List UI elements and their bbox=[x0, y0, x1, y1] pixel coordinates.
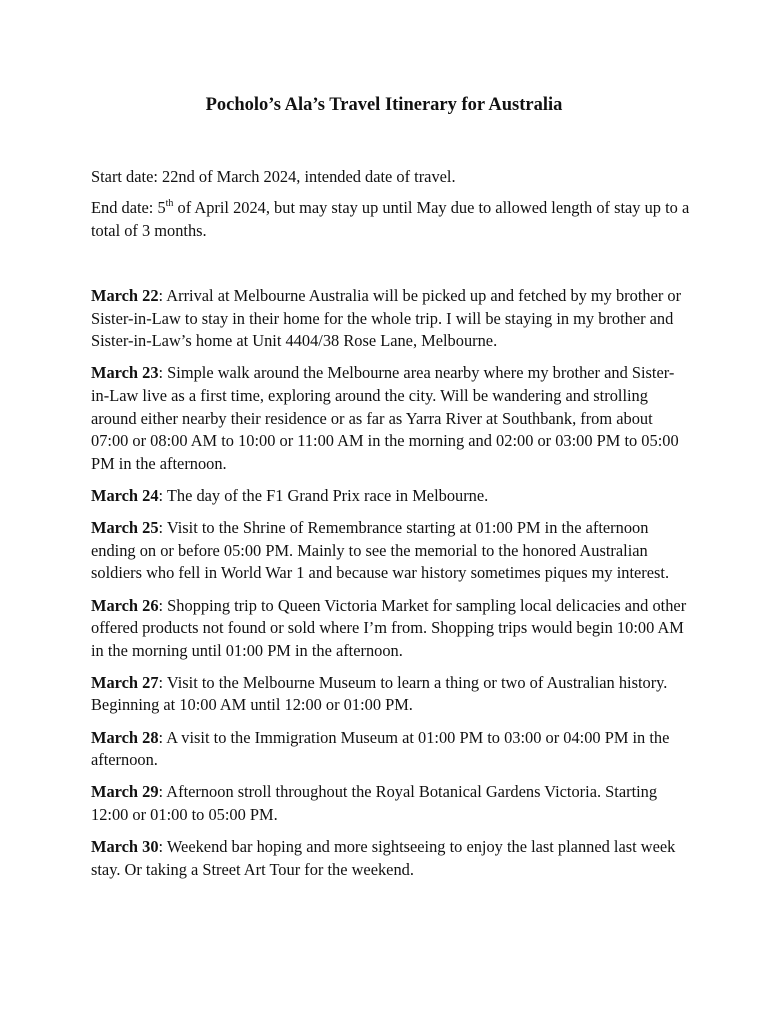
entry-date: March 25 bbox=[91, 518, 159, 538]
entry-date: March 26 bbox=[91, 595, 159, 615]
start-date-line: Start date: 22nd of March 2024, intended date of travel. bbox=[91, 167, 456, 186]
entry-text: : Afternoon stroll throughout the Royal Botanical Gardens Victoria. Starting 12:00 or 01:00 to 05:00 PM. bbox=[91, 782, 658, 825]
entry-text: : Weekend bar hoping and more sightseeing to enjoy the last planned last week stay. Or taking a Street Art Tour for the weekend. bbox=[91, 837, 676, 879]
itinerary-entry-march-27 bbox=[91, 672, 691, 717]
itinerary-entry-march-25 bbox=[91, 517, 691, 585]
entry-date: March 28 bbox=[91, 727, 159, 747]
entry-text: : Simple walk around the Melbourne area nearby where my brother and Sister-in-Law live as a first time, exploring around the city. Will be wandering and strolling around either nearby their residence or as far as Yarra River at Southbank, from about 07:00 or 08:00 AM to 10:00 or 11:00 AM in the morning and 02:00 or 03:00 PM to 05:00 PM in the afternoon. bbox=[91, 363, 679, 473]
entry-text: : A visit to the Immigration Museum at 01:00 PM to 03:00 or 04:00 PM in the afternoon. bbox=[91, 727, 670, 770]
entry-date: March 30 bbox=[91, 837, 159, 857]
end-date-prefix: End date: 5 bbox=[91, 198, 166, 217]
entry-text: : Arrival at Melbourne Australia will be picked up and fetched by my brother or Sister-in-Law to stay in their home for the whole trip. I will be staying in my brother and Sister-in-Law’s home at Unit 4404/38 Rose Lane, Melbourne. bbox=[91, 286, 682, 351]
entry-date: March 27 bbox=[91, 672, 159, 692]
itinerary-entry-march-24 bbox=[91, 485, 691, 508]
itinerary-entry-march-22 bbox=[91, 285, 691, 353]
entry-date: March 29 bbox=[91, 782, 159, 802]
itinerary-entry-march-29 bbox=[91, 781, 691, 826]
end-date-suffix: of April 2024, but may stay up until May due to allowed length of stay up to a total of 3 months. bbox=[91, 198, 690, 240]
itinerary-entry-march-23 bbox=[91, 362, 691, 475]
itinerary-entry-march-30 bbox=[91, 836, 691, 881]
entry-text: : Visit to the Shrine of Remembrance starting at 01:00 PM in the afternoon ending on or before 05:00 PM. Mainly to see the memorial to the honored Australian soldiers who fell in World War 1 and because war history sometimes piques my interest. bbox=[91, 518, 670, 583]
entry-date: March 23 bbox=[91, 363, 159, 383]
end-date-superscript: th bbox=[165, 197, 174, 209]
itinerary-entry-march-28 bbox=[91, 727, 691, 772]
itinerary-list bbox=[91, 285, 691, 891]
entry-text: : The day of the F1 Grand Prix race in Melbourne. bbox=[158, 485, 489, 505]
entry-date: March 24 bbox=[91, 485, 159, 505]
itinerary-entry-march-26 bbox=[91, 595, 691, 663]
entry-text: : Shopping trip to Queen Victoria Market for sampling local delicacies and other offered products not found or sold where I’m from. Shopping trips would begin 10:00 AM in the morning until 01:00 PM in the afternoon. bbox=[91, 595, 687, 660]
document-title: Pocholo’s Ala’s Travel Itinerary for Australia bbox=[205, 95, 563, 115]
end-date-line bbox=[91, 197, 691, 242]
entry-date: March 22 bbox=[91, 286, 159, 305]
entry-text: : Visit to the Melbourne Museum to learn a thing or two of Australian history. Beginning at 10:00 AM until 12:00 or 01:00 PM. bbox=[91, 672, 668, 715]
